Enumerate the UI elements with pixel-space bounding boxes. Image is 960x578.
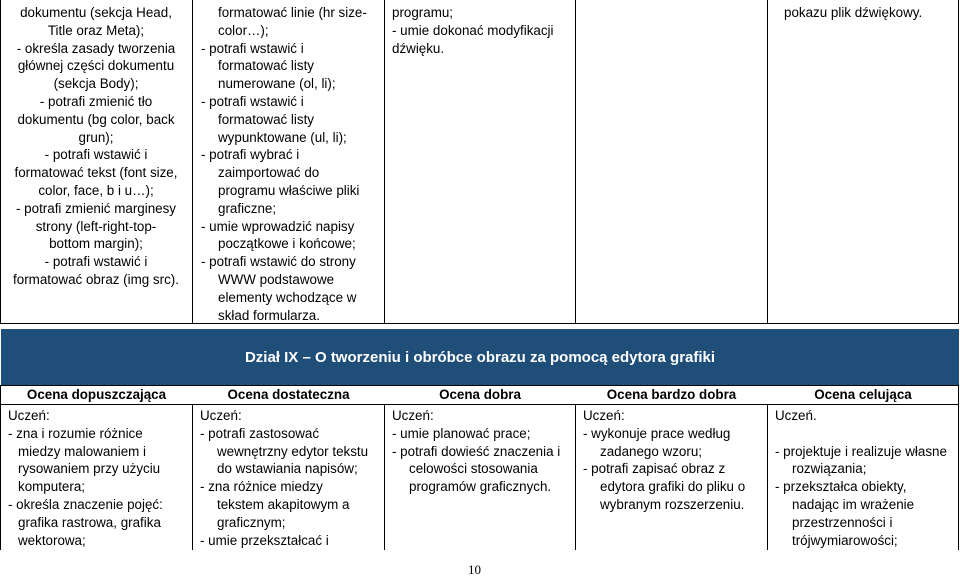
cell-line: color…); [218, 22, 269, 38]
student-label: Uczeń: [583, 408, 625, 423]
cell-line: miedzy malowaniem i [18, 443, 146, 459]
student-label: Uczeń: [200, 408, 242, 423]
spacer [775, 425, 947, 443]
bottom-cell-dopuszczajaca [8, 407, 163, 549]
cell-line: - potrafi wstawić do strony [201, 254, 356, 270]
bottom-cell-dostateczna [200, 407, 368, 549]
top-table-divider-2 [384, 0, 385, 324]
cell-line: - potrafi dowieść znaczenia i [392, 443, 561, 459]
bottom-table-right-border [958, 385, 959, 550]
cell-line: formatować tekst (font size, [14, 165, 178, 181]
cell-line: programu; [392, 5, 454, 20]
header-ocena-dopuszczajaca: Ocena dopuszczająca [26, 387, 167, 402]
cell-line: skład formularza. [218, 307, 320, 323]
top-cell-dostateczna [201, 4, 367, 324]
student-label: Uczeń. [775, 408, 817, 423]
cell-line: Title oraz Meta); [47, 22, 145, 38]
cell-line: - potrafi wstawić i [201, 40, 304, 56]
cell-line: edytora grafiki do pliku o [600, 479, 746, 495]
cell-line: WWW podstawowe [218, 271, 335, 287]
cell-line: komputera; [18, 479, 85, 495]
cell-line: (sekcja Body); [53, 76, 139, 92]
cell-line: rysowaniem przy użyciu [18, 461, 161, 477]
top-table-right-border [958, 0, 959, 324]
cell-line: - umie planować prace; [392, 425, 531, 441]
top-table-divider-1 [192, 0, 193, 324]
cell-line: - zna różnice miedzy [200, 479, 323, 495]
cell-line: - określa zasady tworzenia [16, 40, 176, 56]
cell-line: - potrafi zastosować [200, 425, 320, 441]
cell-line: - potrafi wybrać i [201, 147, 300, 163]
cell-line: - wykonuje prace według [583, 425, 731, 441]
cell-line: - potrafi zmienić tło [39, 93, 153, 109]
cell-line: celowości stosowania [409, 461, 538, 477]
cell-line: color, face, b i u…); [38, 182, 154, 198]
top-cell-dobra [392, 4, 554, 57]
cell-line: do wstawiania napisów; [217, 461, 358, 477]
cell-line: formatować obraz (img src). [13, 271, 179, 287]
bottom-table-divider-1 [192, 404, 193, 550]
cell-line: numerowane (ol, li); [218, 76, 336, 92]
cell-line: przestrzenności i [792, 514, 893, 530]
student-label: Uczeń: [392, 408, 434, 423]
bottom-table-left-border [0, 385, 1, 550]
cell-line: zaimportować do [218, 165, 320, 181]
header-ocena-celujaca: Ocena celująca [814, 387, 912, 402]
cell-line: pokazu plik dźwiękowy. [784, 5, 923, 20]
cell-line: dokumentu (sekcja Head, [20, 5, 172, 20]
top-table-left-border [0, 0, 1, 324]
cell-line: rozwiązania; [792, 461, 867, 477]
bottom-table-divider-4 [767, 404, 768, 550]
header-ocena-dostateczna: Ocena dostateczna [227, 387, 350, 402]
header-ocena-dobra: Ocena dobra [439, 387, 521, 402]
section-title-band [1, 329, 959, 385]
header-row-bottom-border [0, 404, 959, 405]
cell-line: - potrafi wstawić i [44, 147, 148, 163]
cell-line: wektorowa; [18, 532, 86, 548]
cell-line: wypunktowane (ul, li); [218, 129, 347, 145]
cell-line: - potrafi wstawić i [201, 93, 304, 109]
cell-line: - przekształca obiekty, [775, 479, 907, 495]
section-title: Dział IX – O tworzeniu i obróbce obrazu za pomocą edytora grafiki [244, 348, 716, 366]
bottom-table-divider-3 [575, 404, 576, 550]
cell-line: głównej części dokumentu [17, 58, 175, 74]
top-cell-celujaca [784, 4, 922, 22]
cell-line: tekstem akapitowym a [217, 496, 350, 512]
cell-line: programów graficznych. [409, 479, 552, 495]
cell-line: strony (left-right-top- [35, 218, 157, 234]
cell-line: - projektuje i realizuje własne [775, 443, 947, 459]
cell-line: graficznym; [217, 514, 286, 530]
bottom-cell-dobra [392, 407, 560, 496]
cell-line: - potrafi zmienić marginesy [16, 200, 176, 216]
header-ocena-bardzo-dobra: Ocena bardzo dobra [606, 387, 737, 402]
cell-line: - umie dokonać modyfikacji [392, 22, 554, 38]
top-cell-dopuszczajaca [8, 4, 184, 289]
cell-line: nadając im wrażenie [792, 496, 915, 512]
cell-line: trójwymiarowości; [792, 532, 898, 548]
page-number: 10 [468, 562, 481, 577]
cell-line: grafika rastrowa, grafika [18, 514, 161, 530]
cell-line: wewnętrzny edytor tekstu [217, 443, 369, 459]
cell-line: zadanego wzoru; [600, 443, 702, 459]
cell-line: - potrafi zapisać obraz z [583, 461, 726, 477]
bottom-table-divider-2 [384, 404, 385, 550]
top-table-bottom-border [0, 323, 959, 324]
top-table-divider-3 [575, 0, 576, 324]
cell-line: - potrafi wstawić i [44, 254, 148, 270]
student-label: Uczeń: [8, 408, 50, 423]
cell-line: grun); [78, 129, 114, 145]
cell-line: formatować listy [218, 111, 314, 127]
cell-line: programu właściwe pliki [218, 182, 360, 198]
cell-line: dokumentu (bg color, back [17, 111, 175, 127]
cell-line: - określa znaczenie pojęć: [8, 496, 163, 512]
bottom-cell-bardzo-dobra [583, 407, 745, 514]
cell-line: graficzne; [218, 200, 277, 216]
cell-line: - umie przekształcać i [200, 532, 329, 548]
top-table-divider-4 [767, 0, 768, 324]
cell-line: początkowe i końcowe; [218, 236, 356, 252]
cell-line: bottom margin); [49, 236, 143, 252]
cell-line: formatować linie (hr size- [218, 5, 367, 20]
bottom-cell-celujaca [775, 407, 947, 549]
cell-line: elementy wchodzące w [218, 289, 357, 305]
cell-line: - umie wprowadzić napisy [201, 218, 355, 234]
cell-line: dźwięku. [392, 40, 445, 56]
cell-line: formatować listy [218, 58, 314, 74]
cell-line: - zna i rozumie różnice [8, 425, 143, 441]
cell-line: wybranym rozszerzeniu. [600, 496, 745, 512]
